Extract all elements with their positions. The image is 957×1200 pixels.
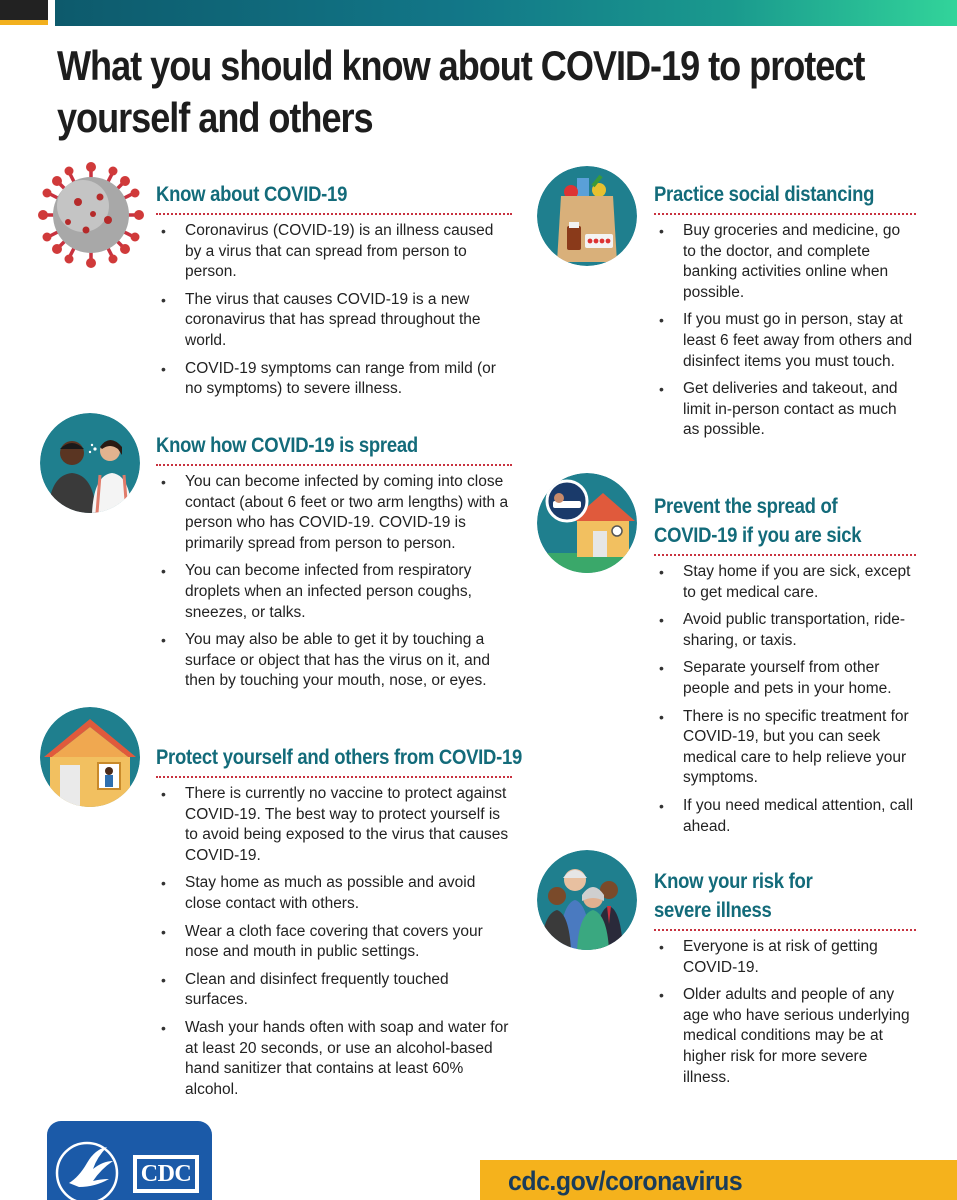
list-item: • The virus that causes COVID-19 is a new coronavirus that has spread throughout the world. <box>156 290 512 352</box>
list-item: • Avoid public transportation, ride-sharing, or taxis. <box>654 610 916 651</box>
section-heading: Protect yourself and others from COVID-19 <box>156 746 523 769</box>
bullet-list <box>156 472 512 692</box>
list-item: • You may also be able to get it by touching a surface or object that has the virus on it, and then by touching your mouth, nose, or eyes. <box>156 630 512 692</box>
list-item: • Stay home as much as possible and avoid close contact with others. <box>156 873 512 914</box>
top-gradient-bar <box>55 0 957 26</box>
older-adults-icon <box>537 850 637 950</box>
top-black-block <box>0 0 48 20</box>
section-prevent-spread <box>654 492 916 844</box>
list-item: • Separate yourself from other people and pets in your home. <box>654 658 916 699</box>
dotted-divider <box>654 929 916 931</box>
cdc-logo-text: CDC <box>140 1161 192 1187</box>
list-item: • Wash your hands often with soap and water for at least 20 seconds, or use an alcohol-based hand sanitizer that contains at least 60% alcohol. <box>156 1018 512 1100</box>
section-heading: Know how COVID-19 is spread <box>156 434 418 457</box>
house-icon <box>40 707 140 807</box>
list-item: • If you must go in person, stay at least 6 feet away from others and disinfect items you must touch. <box>654 310 916 372</box>
bullet-list <box>654 937 916 1088</box>
section-heading: Know about COVID-19 <box>156 183 348 206</box>
list-item: • COVID-19 symptoms can range from mild (or no symptoms) to severe illness. <box>156 359 512 400</box>
section-heading: Practice social distancing <box>654 183 875 206</box>
section-social-distancing <box>654 180 916 448</box>
list-item: • Older adults and people of any age who have serious underlying medical conditions may be at higher risk for more severe illness. <box>654 985 916 1088</box>
list-item: • Wear a cloth face covering that covers your nose and mouth in public settings. <box>156 922 512 963</box>
section-how-spread <box>156 431 512 699</box>
list-item: • Coronavirus (COVID-19) is an illness caused by a virus that can spread from person to person. <box>156 221 512 283</box>
list-item: • You can become infected by coming into close contact (about 6 feet or two arm lengths) with a person who has COVID-19. COVID-19 is primarily spread from person to person. <box>156 472 512 554</box>
dotted-divider <box>654 554 916 556</box>
section-protect-yourself <box>156 743 523 1107</box>
top-banner-strip <box>0 0 957 28</box>
section-heading-line-1: Know your risk for <box>654 870 813 893</box>
coronavirus-icon <box>38 162 144 268</box>
section-know-about-covid <box>156 180 512 407</box>
bullet-list <box>156 784 512 1100</box>
list-item: • Buy groceries and medicine, go to the doctor, and complete banking activities online when possible. <box>654 221 916 303</box>
dotted-divider <box>156 213 512 215</box>
list-item: • Everyone is at risk of getting COVID-19. <box>654 937 916 978</box>
list-item: • Get deliveries and takeout, and limit in-person contact as much as possible. <box>654 379 916 441</box>
bullet-list <box>654 562 916 837</box>
section-know-your-risk <box>654 867 916 1095</box>
footer-url-bar <box>480 1160 957 1200</box>
page-title: What you should know about COVID-19 to protect yourself and others <box>57 42 865 141</box>
top-gold-line <box>0 20 48 25</box>
footer-url-link[interactable]: cdc.gov/coronavirus <box>508 1166 743 1196</box>
list-item: • Clean and disinfect frequently touched surfaces. <box>156 970 512 1011</box>
list-item: • There is no specific treatment for COVID-19, but you can seek medical care to help relieve your symptoms. <box>654 707 916 789</box>
people-coughing-icon <box>40 413 140 513</box>
stay-home-sick-icon <box>537 473 637 573</box>
list-item: • Stay home if you are sick, except to get medical care. <box>654 562 916 603</box>
list-item: • You can become infected from respiratory droplets when an infected person coughs, sneezes, or talks. <box>156 561 512 623</box>
dotted-divider <box>156 464 512 466</box>
bullet-list <box>156 221 512 400</box>
dotted-divider <box>654 213 916 215</box>
section-heading-line-2: severe illness <box>654 899 772 922</box>
bullet-list <box>654 221 916 441</box>
section-heading-line-1: Prevent the spread of <box>654 495 838 518</box>
list-item: • If you need medical attention, call ahead. <box>654 796 916 837</box>
dotted-divider <box>156 776 512 778</box>
groceries-bag-icon <box>537 166 637 266</box>
section-heading-line-2: COVID-19 if you are sick <box>654 524 862 547</box>
list-item: • There is currently no vaccine to protect against COVID-19. The best way to protect yourself is to avoid being exposed to the virus that causes COVID-19. <box>156 784 512 866</box>
hhs-cdc-logo <box>47 1121 212 1200</box>
